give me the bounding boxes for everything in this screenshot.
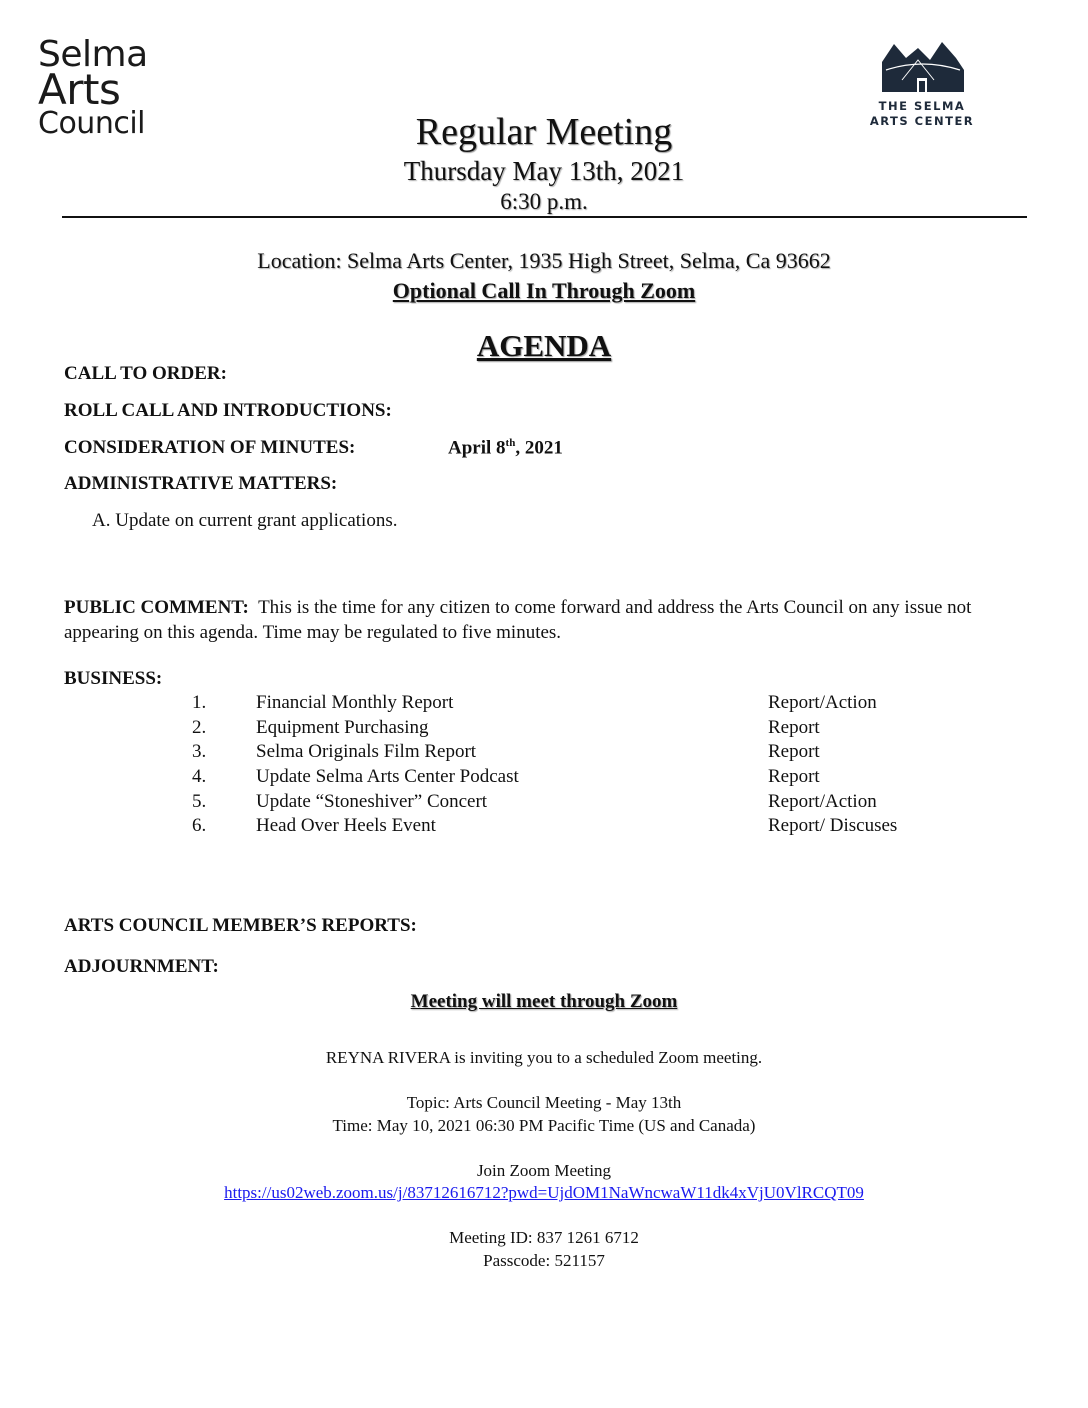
meeting-time: 6:30 p.m.	[500, 189, 588, 214]
building-icon	[872, 40, 972, 94]
member-reports-heading: ARTS COUNCIL MEMBER’S REPORTS:	[64, 915, 417, 936]
business-item-number: 1.	[192, 692, 207, 713]
business-item	[0, 741, 1088, 766]
logo-word-selma: Selma	[38, 34, 148, 75]
minutes-date-year: , 2021	[515, 437, 563, 459]
zoom-link-line	[0, 1183, 1088, 1203]
business-item-number: 2.	[192, 717, 207, 738]
zoom-passcode: Passcode: 521157	[483, 1251, 605, 1270]
business-item-number: 4.	[192, 766, 207, 787]
business-item-status: Report	[768, 766, 820, 787]
business-item	[0, 791, 1088, 816]
business-item-title: Equipment Purchasing	[256, 717, 429, 738]
logo-word-council: Council	[38, 105, 145, 141]
logo-word-arts: Arts	[38, 65, 121, 115]
minutes-heading: CONSIDERATION OF MINUTES:	[64, 437, 356, 458]
business-item	[0, 692, 1088, 717]
business-item	[0, 717, 1088, 742]
zoom-invite-text: REYNA RIVERA is inviting you to a scheduled Zoom meeting.	[325, 1048, 763, 1067]
business-item-status: Report/Action	[768, 791, 877, 812]
business-item-status: Report	[768, 741, 820, 762]
business-item-title: Head Over Heels Event	[256, 815, 436, 836]
zoom-meeting-id: Meeting ID: 837 1261 6712	[449, 1228, 639, 1247]
join-zoom-label: Join Zoom Meeting	[476, 1161, 612, 1180]
business-item-status: Report/ Discuses	[768, 815, 898, 836]
zoom-topic: Topic: Arts Council Meeting - May 13th	[406, 1093, 682, 1112]
zoom-time: Time: May 10, 2021 06:30 PM Pacific Time (US and Canada)	[332, 1116, 756, 1135]
business-item	[0, 766, 1088, 791]
minutes-date-prefix: April 8	[448, 437, 506, 459]
zoom-section-heading: Meeting will meet through Zoom	[410, 991, 678, 1012]
business-item	[0, 815, 1088, 840]
admin-item-grants: A. Update on current grant applications.	[92, 510, 398, 531]
meeting-date: Thursday May 13th, 2021	[403, 156, 685, 186]
public-comment-label: PUBLIC COMMENT:	[64, 597, 249, 618]
business-item-number: 3.	[192, 741, 207, 762]
logo-line-the-selma: THE SELMA	[878, 99, 966, 113]
meeting-location: Location: Selma Arts Center, 1935 High Street, Selma, Ca 93662	[257, 248, 831, 273]
public-comment-text: This is the time for any citizen to come forward and address the Arts Council on any issue not appearing on this agenda. Time may be regulated to five minutes.	[64, 597, 972, 643]
business-item-title: Update Selma Arts Center Podcast	[256, 766, 519, 787]
meeting-title: Regular Meeting	[415, 111, 673, 153]
business-item-number: 6.	[192, 815, 207, 836]
adjournment-heading: ADJOURNMENT:	[64, 956, 219, 977]
roll-call-heading: ROLL CALL AND INTRODUCTIONS:	[64, 400, 392, 421]
minutes-date	[448, 437, 563, 459]
business-item-title: Update “Stoneshiver” Concert	[256, 791, 488, 812]
business-item-status: Report/Action	[768, 692, 877, 713]
administrative-matters-heading: ADMINISTRATIVE MATTERS:	[64, 473, 338, 494]
agenda-title: AGENDA	[476, 328, 612, 363]
business-item-title: Financial Monthly Report	[256, 692, 454, 713]
call-to-order-heading: CALL TO ORDER:	[64, 363, 227, 384]
business-item-title: Selma Originals Film Report	[256, 741, 477, 762]
zoom-option-note: Optional Call In Through Zoom	[392, 278, 696, 303]
header-divider	[62, 216, 1027, 218]
zoom-meeting-link[interactable]: https://us02web.zoom.us/j/83712616712?pwd=UjdOM1NaWncwaW11dk4xVjU0VlRCQT09	[224, 1183, 864, 1202]
business-item-number: 5.	[192, 791, 207, 812]
business-item-status: Report	[768, 717, 820, 738]
public-comment	[64, 595, 1024, 645]
logo-line-arts-center: ARTS CENTER	[869, 114, 975, 128]
business-heading: BUSINESS:	[64, 668, 163, 689]
minutes-date-ordinal: th	[505, 437, 516, 449]
